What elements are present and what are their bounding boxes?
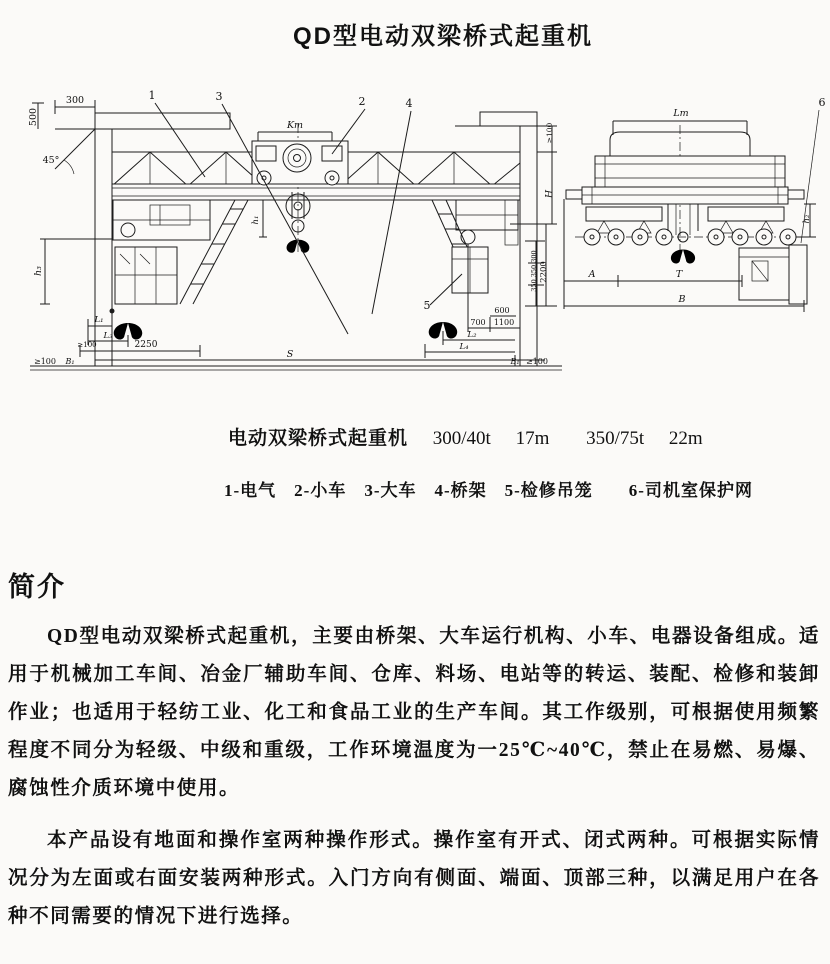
operator-cab xyxy=(115,247,177,304)
dim-label-17: ≥100 xyxy=(34,357,56,366)
dim-label-11: L₁ xyxy=(94,315,104,325)
dim-label-31: h₂ xyxy=(802,214,812,224)
cab-end-view xyxy=(739,248,789,300)
dim-label-23: B₁ xyxy=(510,357,520,366)
crane-engineering-drawing xyxy=(0,79,830,389)
hook-end-view xyxy=(668,204,698,263)
intro-paragraph-2: 本产品设有地面和操作室两种操作形式。操作室有开式、闭式两种。可根据实际情况分为左面或右面安装两种形式。入门方向有侧面、端面、顶部三种，以满足用户在各种不同需要的情况下进行选择。 xyxy=(8,830,820,927)
parts-legend: 1-电气 2-小车 3-大车 4-桥架 5-检修吊笼 6-司机室保护网 xyxy=(224,481,753,500)
side-view xyxy=(564,110,819,312)
dim-label-28: 2200 xyxy=(539,261,549,283)
dim-h3 xyxy=(40,239,113,304)
front-elevation-view xyxy=(30,100,562,370)
dim-label-12: L₃ xyxy=(103,331,113,341)
caption-span-1: 17m xyxy=(515,428,550,449)
dim-label-25: ≥100 xyxy=(545,122,554,144)
figure-caption xyxy=(228,423,830,450)
dim-label-2: 45° xyxy=(42,155,60,166)
dim-kt xyxy=(258,132,332,141)
intro-heading: 简介 xyxy=(8,572,66,602)
dim-label-3: 1 xyxy=(148,89,156,102)
dim-label-24: ≥100 xyxy=(526,357,548,366)
crane-figure xyxy=(0,79,830,389)
dim-label-14: 2250 xyxy=(134,340,158,350)
dim-label-15: S xyxy=(286,349,294,360)
ground-line xyxy=(30,366,562,370)
dim-label-10: 5 xyxy=(423,299,431,312)
dim-label-32: A xyxy=(588,269,596,280)
dim-label-7: 4 xyxy=(405,97,413,110)
dim-label-30: 6 xyxy=(818,96,826,109)
dim-label-16: B₁ xyxy=(65,357,75,366)
intro-section xyxy=(0,565,830,936)
dim-label-1: 300 xyxy=(65,95,85,106)
caption-model: 电动双梁桥式起重机 xyxy=(228,428,409,449)
dim-label-26: H xyxy=(544,189,555,199)
dim-label-9: h₃ xyxy=(33,266,44,276)
dim-label-5: Kт xyxy=(286,120,304,131)
caption-span-2: 22m xyxy=(668,428,703,449)
dim-label-6: 2 xyxy=(358,95,366,108)
dim-label-21: L₂ xyxy=(467,330,477,340)
dim-label-29: Lт xyxy=(673,108,689,119)
cab-protective-mesh xyxy=(789,110,819,304)
dim-label-33: T xyxy=(675,269,683,280)
dim-label-18: 700 xyxy=(470,318,486,327)
dim-label-22: L₄ xyxy=(459,342,469,352)
dim-500-300 xyxy=(32,100,95,129)
caption-capacity-2: 350/75t xyxy=(586,428,645,449)
dim-label-13: ≥100 xyxy=(77,341,97,349)
dim-label-20: 600 xyxy=(494,306,510,315)
dim-label-27: 350 350 300 xyxy=(530,250,538,292)
hoist-hook-block xyxy=(259,192,310,253)
dim-label-34: B xyxy=(678,294,686,305)
bridge-deck xyxy=(595,156,785,187)
document-page xyxy=(0,16,830,964)
girder-cross-section xyxy=(566,187,804,204)
dim-label-0: 500 xyxy=(28,107,39,127)
end-carriage-right xyxy=(456,200,518,245)
end-carriage-left xyxy=(113,200,210,240)
intro-paragraph-1: QD型电动双梁桥式起重机，主要由桥架、大车运行机构、小车、电器设备组成。适用于机械加工车间、冶金厂辅助车间、仓库、料场、电站等的转运、装配、检修和装卸作业；也适用于轻纺工业、化工和食品工业的生产车间。其工作级别，可根据使用频繁程度不同分为轻级、中级和重级，工作环境温度为一25℃~40℃，禁止在易燃、易爆、腐蚀性介质环境中使用。 xyxy=(8,626,820,799)
main-girder xyxy=(112,184,520,200)
dim-label-4: 3 xyxy=(215,90,223,103)
caption-capacity-1: 300/40t xyxy=(432,428,491,449)
page-title: QD型电动双梁桥式起重机 xyxy=(293,23,593,50)
main-hook-left xyxy=(110,304,143,340)
dim-label-8: h₁ xyxy=(251,215,261,225)
dim-label-19: 1100 xyxy=(493,318,515,327)
